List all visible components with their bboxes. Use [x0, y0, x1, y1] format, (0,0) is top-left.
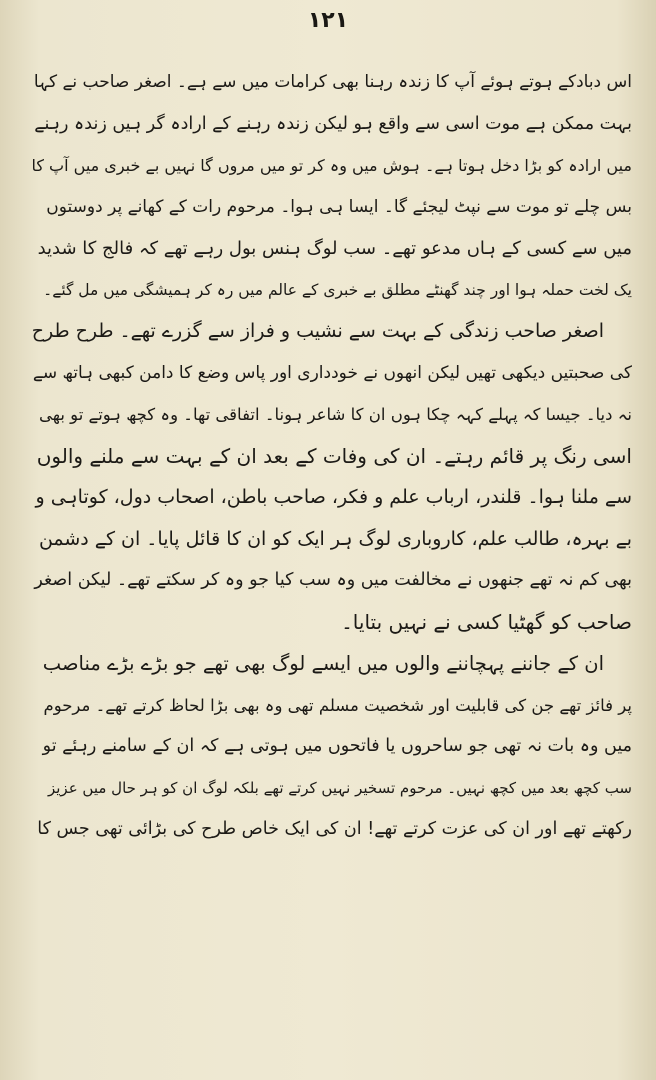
- text-line: کی صحبتیں دیکھی تھیں لیکن انھوں نے خودداری اور پاس وضع کا دامن کبھی ہاتھ سے: [32, 362, 632, 383]
- text-line: بس چلے تو موت سے نپٹ لیجئے گا۔ ایسا ہی ہوا۔ مرحوم رات کے کھانے پر دوستوں: [46, 196, 632, 217]
- text-line: نہ دیا۔ جیسا کہ پہلے کہہ چکا ہوں ان کا شاعر ہونا۔ اتفاقی تھا۔ وہ کچھ ہوتے تو بھی: [38, 405, 632, 424]
- paragraph-2: [30, 311, 632, 643]
- text-line: سے ملنا ہوا۔ قلندر، ارباب علم و فکر، صاحب باطن، اصحاب دول، کوتاہی و: [35, 486, 632, 508]
- paragraph-1: [30, 62, 632, 311]
- text-line: یک لخت حملہ ہوا اور چند گھنٹے مطلق بے خبری کے عالم میں رہ کر ہمیشگی میں مل گئے۔: [43, 280, 632, 299]
- text-line: بہت ممکن ہے موت اسی سے واقع ہو لیکن زندہ رہنے کے ارادہ گر ہیں زندہ رہنے: [34, 113, 632, 134]
- text-line: رکھتے تھے اور ان کی عزت کرتے تھے! ان کی ایک خاص طرح کی بڑائی تھی جس کا: [37, 819, 632, 839]
- text-line: میں ارادہ کو بڑا دخل ہوتا ہے۔ ہوش میں وہ کر تو میں مروں گا نہیں بے خبری میں آپ کا: [31, 156, 632, 175]
- text-line: اصغر صاحب زندگی کے بہت سے نشیب و فراز سے گزرے تھے۔ طرح طرح: [31, 320, 604, 342]
- text-line: اس دبادکے ہوتے ہوئے آپ کا زندہ رہنا بھی کرامات میں سے ہے۔ اصغر صاحب نے کہا: [33, 72, 632, 92]
- text-line: ان کے جاننے پہچاننے والوں میں ایسے لوگ بھی تھے جو بڑے بڑے مناصب: [42, 652, 604, 675]
- page-number: ۱۲۱: [307, 8, 349, 33]
- text-line: میں سے کسی کے ہاں مدعو تھے۔ سب لوگ ہنس بول رہے تھے کہ فالج کا شدید: [37, 238, 632, 259]
- text-line: میں وہ بات نہ تھی جو ساحروں یا فاتحوں میں ہوتی ہے کہ ان کے سامنے رہئے تو: [42, 736, 632, 756]
- text-line: اسی رنگ پر قائم رہتے۔ ان کی وفات کے بعد ان کے بہت سے ملنے والوں: [36, 443, 632, 468]
- paragraph-3: [30, 643, 632, 851]
- text-line: بے بہرہ، طالب علم، کاروباری لوگ ہر ایک کو ان کا قائل پایا۔ ان کے دشمن: [38, 527, 632, 550]
- page-body-text: [30, 62, 632, 851]
- text-line: صاحب کو گھٹیا کسی نے نہیں بتایا۔: [341, 609, 632, 634]
- text-line: بھی کم نہ تھے جنھوں نے مخالفت میں وہ سب کیا جو وہ کر سکتے تھے۔ لیکن اصغر: [34, 570, 632, 590]
- text-line: سب کچھ بعد میں کچھ نہیں۔ مرحوم تسخیر نہیں کرتے تھے بلکہ لوگ ان کو ہر حال میں عزیز: [47, 778, 632, 797]
- text-line: پر فائز تھے جن کی قابلیت اور شخصیت مسلم تھی وہ بھی بڑا لحاظ کرتے تھے۔ مرحوم: [43, 695, 632, 715]
